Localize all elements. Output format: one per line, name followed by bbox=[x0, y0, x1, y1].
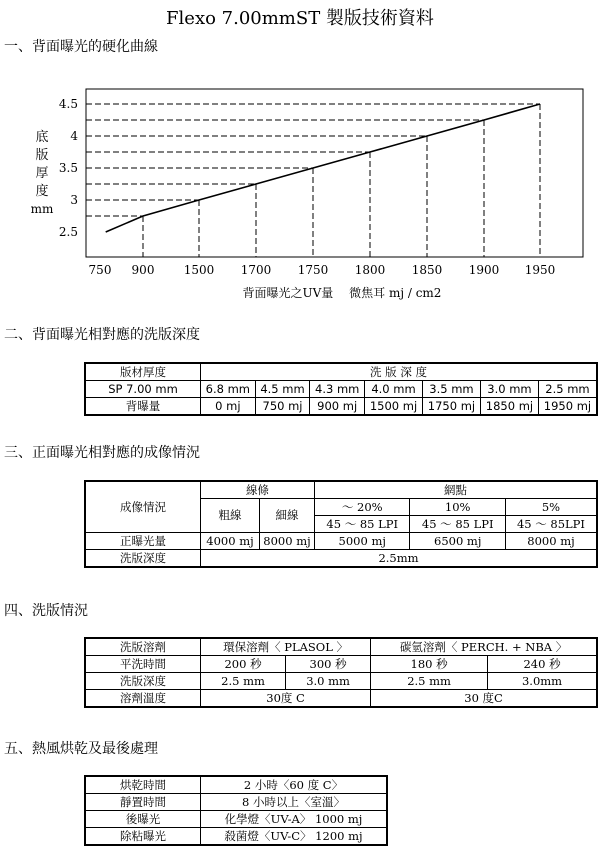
washout-depth-table bbox=[84, 362, 598, 416]
y-axis-label-char: 版 bbox=[35, 148, 49, 163]
hydrocarbon-solvent: 碳氫溶劑〈 PERCH. + NBA 〉 bbox=[371, 638, 597, 656]
exposure-cell: 750 mj bbox=[255, 398, 310, 416]
washout-depth-label: 洗版深度 bbox=[85, 550, 201, 568]
x-tick-label: 750 bbox=[88, 263, 112, 277]
x-tick-label: 1950 bbox=[524, 263, 556, 277]
header-plate-thickness: 版材厚度 bbox=[85, 363, 201, 381]
lpi-2: 45 ～ 85 LPI bbox=[410, 516, 505, 533]
exposure-cell: 1750 mj bbox=[422, 398, 480, 416]
section-heading-4: 四、洗版情況 bbox=[4, 603, 88, 619]
exposure-cell: 0 mj bbox=[201, 398, 256, 416]
post-exposure-label: 後曝光 bbox=[85, 811, 201, 828]
dots-header: 網點 bbox=[315, 481, 598, 499]
washout-depth-value: 2.5mm bbox=[201, 550, 598, 568]
exposure-cell: 1950 mj bbox=[538, 398, 597, 416]
washout-conditions-table bbox=[84, 637, 598, 708]
wash-time-value: 300 秒 bbox=[286, 656, 371, 673]
front-exposure-label: 正曝光量 bbox=[85, 533, 201, 550]
depth-cell: 3.5 mm bbox=[422, 381, 480, 398]
lpi-1: 45 ～ 85 LPI bbox=[315, 516, 410, 533]
depth-cell: 4.5 mm bbox=[255, 381, 310, 398]
wash-depth-value: 3.0mm bbox=[488, 673, 597, 690]
wash-time-value: 200 秒 bbox=[201, 656, 286, 673]
wash-time-value: 240 秒 bbox=[488, 656, 597, 673]
x-tick-label: 1850 bbox=[411, 263, 443, 277]
imaging-label: 成像情況 bbox=[85, 481, 201, 533]
guide-lines bbox=[86, 104, 540, 257]
wash-depth-label: 洗版深度 bbox=[85, 673, 201, 690]
coarse-line-header: 粗線 bbox=[201, 499, 260, 533]
y-axis-label-char: mm bbox=[30, 202, 54, 216]
y-axis-label-char: 厚 bbox=[35, 166, 49, 181]
dot-range-2: 10% bbox=[410, 499, 505, 516]
document-title: Flexo 7.00mmST 製版技術資料 bbox=[166, 8, 434, 29]
exposure-cell: 1850 mj bbox=[480, 398, 538, 416]
depth-cell: 6.8 mm bbox=[201, 381, 256, 398]
exposure-cell: 1500 mj bbox=[365, 398, 423, 416]
x-tick-label: 1800 bbox=[354, 263, 386, 277]
y-tick-label: 4 bbox=[70, 129, 78, 143]
fine-line-header: 細線 bbox=[260, 499, 315, 533]
wash-depth-value: 2.5 mm bbox=[201, 673, 286, 690]
front-exposure-value: 6500 mj bbox=[410, 533, 505, 550]
hardening-curve-chart bbox=[0, 56, 600, 308]
eco-solvent: 環保溶劑〈 PLASOL 〉 bbox=[201, 638, 371, 656]
x-tick-label: 1750 bbox=[297, 263, 329, 277]
y-tick-label: 3 bbox=[70, 193, 78, 207]
front-exposure-value: 8000 mj bbox=[505, 533, 597, 550]
lpi-3: 45 ～ 85LPI bbox=[505, 516, 597, 533]
wash-time-value: 180 秒 bbox=[371, 656, 488, 673]
y-axis-label bbox=[31, 129, 54, 216]
lines-header: 線條 bbox=[201, 481, 315, 499]
section-heading-3: 三、正面曝光相對應的成像情況 bbox=[4, 445, 200, 461]
drying-table bbox=[84, 775, 388, 846]
x-tick-label: 900 bbox=[131, 263, 155, 277]
plot-frame bbox=[86, 89, 583, 257]
section-heading-2: 二、背面曝光相對應的洗版深度 bbox=[4, 327, 200, 343]
x-axis-label: 背面曝光之UV量 微焦耳 mj / cm2 bbox=[242, 286, 442, 300]
x-tick-label: 1900 bbox=[468, 263, 500, 277]
back-exposure-label: 背曝量 bbox=[85, 398, 201, 416]
y-tick-label: 4.5 bbox=[58, 97, 78, 111]
solvent-temp-value: 30度 C bbox=[201, 690, 371, 708]
y-tick-label: 2.5 bbox=[58, 225, 78, 239]
front-exposure-value: 5000 mj bbox=[315, 533, 410, 550]
solvent-temp-value: 30 度C bbox=[371, 690, 597, 708]
solvent-temp-label: 溶劑溫度 bbox=[85, 690, 201, 708]
depth-cell: 3.0 mm bbox=[480, 381, 538, 398]
dot-range-1: ～ 20% bbox=[315, 499, 410, 516]
depth-cell: 4.0 mm bbox=[365, 381, 423, 398]
rest-label: 靜置時間 bbox=[85, 794, 201, 811]
y-axis-label-char: 底 bbox=[35, 130, 49, 145]
wash-depth-value: 2.5 mm bbox=[371, 673, 488, 690]
y-axis-label-char: 度 bbox=[35, 184, 49, 199]
drying-label: 烘乾時間 bbox=[85, 776, 201, 794]
detack-value: 殺菌燈〈UV-C〉 1200 mj bbox=[201, 828, 388, 846]
section-heading-5: 五、熱風烘乾及最後處理 bbox=[4, 741, 158, 757]
rest-value: 8 小時以上〈室溫〉 bbox=[201, 794, 388, 811]
wash-depth-value: 3.0 mm bbox=[286, 673, 371, 690]
x-tick-label: 1500 bbox=[183, 263, 215, 277]
plate-model: SP 7.00 mm bbox=[85, 381, 201, 398]
drying-value: 2 小時〈60 度 C〉 bbox=[201, 776, 388, 794]
front-exposure-table bbox=[84, 480, 598, 568]
dot-range-3: 5% bbox=[505, 499, 597, 516]
depth-cell: 4.3 mm bbox=[310, 381, 365, 398]
solvent-label: 洗版溶劑 bbox=[85, 638, 201, 656]
wash-time-label: 平洗時間 bbox=[85, 656, 201, 673]
front-exposure-value: 8000 mj bbox=[260, 533, 315, 550]
exposure-cell: 900 mj bbox=[310, 398, 365, 416]
y-tick-labels bbox=[59, 97, 78, 239]
front-exposure-value: 4000 mj bbox=[201, 533, 260, 550]
section-heading-1: 一、背面曝光的硬化曲線 bbox=[4, 39, 158, 55]
x-tick-label: 1700 bbox=[240, 263, 272, 277]
x-tick-labels bbox=[89, 263, 556, 277]
depth-cell: 2.5 mm bbox=[538, 381, 597, 398]
header-washout-depth: 洗 版 深 度 bbox=[201, 363, 598, 381]
detack-label: 除粘曝光 bbox=[85, 828, 201, 846]
post-exposure-value: 化學燈〈UV-A〉 1000 mj bbox=[201, 811, 388, 828]
y-tick-label: 3.5 bbox=[58, 161, 78, 175]
